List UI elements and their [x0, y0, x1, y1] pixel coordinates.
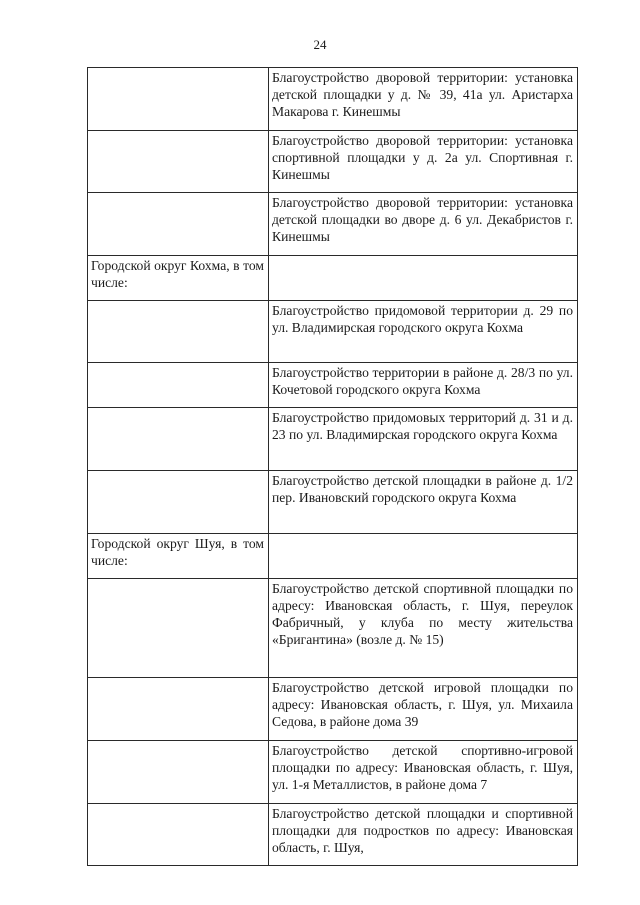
table-row	[88, 193, 578, 256]
table-row	[88, 678, 578, 741]
cell-text: Благоустройство детской спортивной площадки по адресу: Ивановская область, г. Шуя, переулок Фабричный, у клуба по месту жительства «Бригантина» (возле д. № 15)	[272, 581, 573, 647]
table-cell-name	[88, 193, 269, 256]
table-cell-description	[269, 804, 578, 866]
table-cell-description	[269, 301, 578, 363]
table-row	[88, 804, 578, 866]
cell-text: Благоустройство дворовой территории: установка спортивной площадки у д. 2а ул. Спортивная г. Кинешмы	[272, 133, 573, 182]
table-cell-description	[269, 68, 578, 131]
table-cell-name	[88, 579, 269, 678]
table-cell-name	[88, 301, 269, 363]
cell-text: Благоустройство детской площадки и спортивной площадки для подростков по адресу: Ивановская область, г. Шуя,	[272, 806, 573, 855]
table-cell-description	[269, 363, 578, 408]
table-cell-name	[88, 68, 269, 131]
table-cell-name	[88, 256, 269, 301]
table-row	[88, 363, 578, 408]
cell-text: Благоустройство дворовой территории: установка детской площадки во дворе д. 6 ул. Декабристов г. Кинешмы	[272, 195, 573, 244]
page-number: 24	[313, 37, 327, 52]
table-cell-description	[269, 579, 578, 678]
table-row	[88, 68, 578, 131]
table-cell-name	[88, 131, 269, 193]
cell-text: Городской округ Кохма, в том числе:	[91, 258, 264, 290]
table-cell-name	[88, 804, 269, 866]
table-cell-description	[269, 131, 578, 193]
program-table	[87, 67, 578, 866]
table-cell-name	[88, 363, 269, 408]
cell-text: Благоустройство дворовой территории: установка детской площадки у д. № 39, 41а ул. Аристарха Макарова г. Кинешмы	[272, 70, 573, 119]
table-cell-description	[269, 741, 578, 804]
table-cell-description	[269, 193, 578, 256]
table-row	[88, 256, 578, 301]
table-cell-description	[269, 256, 578, 301]
cell-text: Городской округ Шуя, в том числе:	[91, 536, 264, 568]
table-cell-name	[88, 534, 269, 579]
table-cell-name	[88, 408, 269, 471]
cell-text: Благоустройство придомовых территорий д. 31 и д. 23 по ул. Владимирская городского округа Кохма	[272, 410, 573, 442]
table-row	[88, 131, 578, 193]
cell-text: Благоустройство детской спортивно-игровой площадки по адресу: Ивановская область, г. Шуя, ул. 1-я Металлистов, в районе дома 7	[272, 743, 573, 792]
table-cell-description	[269, 534, 578, 579]
table-row	[88, 579, 578, 678]
table-cell-name	[88, 471, 269, 534]
table-cell-description	[269, 471, 578, 534]
table-row	[88, 534, 578, 579]
cell-text: Благоустройство детской игровой площадки по адресу: Ивановская область, г. Шуя, ул. Михаила Седова, в районе дома 39	[272, 680, 573, 729]
table-cell-description	[269, 678, 578, 741]
cell-text: Благоустройство территории в районе д. 28/3 по ул. Кочетовой городского округа Кохма	[272, 365, 573, 397]
table-row	[88, 408, 578, 471]
table-row	[88, 301, 578, 363]
cell-text: Благоустройство придомовой территории д. 29 по ул. Владимирская городского округа Кохма	[272, 303, 573, 335]
table-row	[88, 741, 578, 804]
table-cell-name	[88, 678, 269, 741]
table-cell-description	[269, 408, 578, 471]
table-cell-name	[88, 741, 269, 804]
cell-text: Благоустройство детской площадки в районе д. 1/2 пер. Ивановский городского округа Кохма	[272, 473, 573, 505]
table-row	[88, 471, 578, 534]
